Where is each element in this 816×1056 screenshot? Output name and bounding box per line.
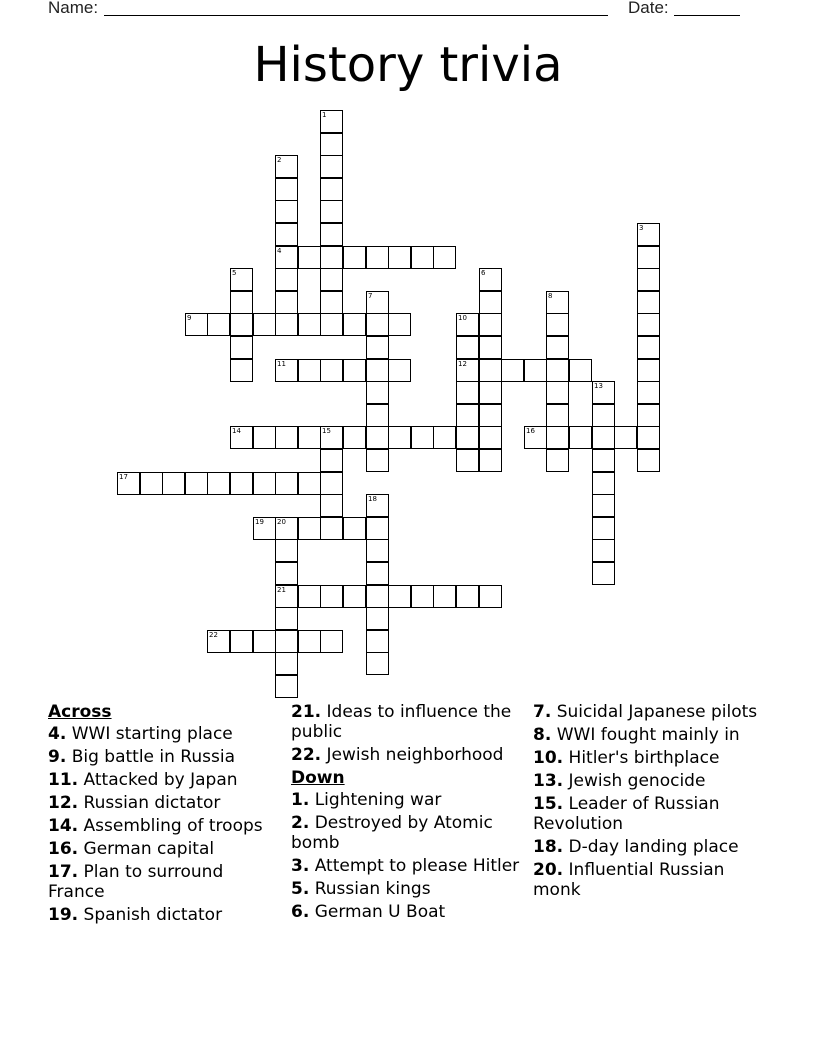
crossword-cell[interactable] (569, 426, 592, 449)
cell-number: 17 (119, 473, 128, 481)
crossword-cell[interactable] (320, 494, 343, 517)
across-heading: Across (48, 702, 112, 722)
crossword-cell[interactable] (366, 426, 389, 449)
crossword-cell[interactable] (366, 517, 389, 540)
cell-number: 8 (548, 292, 553, 300)
clue-down-18: 18. D-day landing place (533, 837, 739, 857)
crossword-cell[interactable] (275, 313, 298, 336)
crossword-cell[interactable] (253, 313, 276, 336)
crossword-cell[interactable] (456, 336, 479, 359)
crossword-cell[interactable] (366, 381, 389, 404)
crossword-cell[interactable] (456, 381, 479, 404)
crossword-cell[interactable] (320, 178, 343, 201)
clue-down-2: 2. Destroyed by Atomic bomb (291, 813, 493, 853)
crossword-cell[interactable] (637, 449, 660, 472)
cell-number: 6 (481, 269, 486, 277)
cell-number: 12 (458, 360, 467, 368)
crossword-cell[interactable] (546, 313, 569, 336)
crossword-cell[interactable] (320, 291, 343, 314)
crossword-cell[interactable] (637, 313, 660, 336)
crossword-cell[interactable] (320, 517, 343, 540)
crossword-cell[interactable] (366, 494, 389, 517)
crossword-cell[interactable] (343, 359, 366, 382)
cell-number: 15 (322, 427, 331, 435)
clue-down-10: 10. Hitler's birthplace (533, 748, 720, 768)
crossword-cell[interactable] (366, 630, 389, 653)
crossword-cell[interactable] (637, 404, 660, 427)
crossword-cell[interactable] (411, 426, 434, 449)
crossword-cell[interactable] (275, 291, 298, 314)
crossword-cell[interactable] (592, 472, 615, 495)
crossword-cell[interactable] (343, 585, 366, 608)
crossword-cell[interactable] (433, 585, 456, 608)
crossword-cell[interactable] (275, 585, 298, 608)
crossword-cell[interactable] (366, 585, 389, 608)
clue-down-5: 5. Russian kings (291, 879, 431, 899)
crossword-cell[interactable] (366, 562, 389, 585)
crossword-cell[interactable] (320, 110, 343, 133)
crossword-cell[interactable] (275, 155, 298, 178)
crossword-cell[interactable] (253, 426, 276, 449)
page-title: History trivia (253, 37, 563, 93)
crossword-cell[interactable] (479, 313, 502, 336)
crossword-cell[interactable] (456, 585, 479, 608)
crossword-cell[interactable] (230, 472, 253, 495)
clue-across-16: 16. German capital (48, 839, 215, 859)
crossword-cell[interactable] (366, 359, 389, 382)
crossword-cell[interactable] (388, 585, 411, 608)
crossword-cell[interactable] (479, 404, 502, 427)
crossword-cell[interactable] (343, 313, 366, 336)
cell-number: 11 (277, 360, 286, 368)
crossword-cell[interactable] (275, 630, 298, 653)
crossword-cell[interactable] (592, 426, 615, 449)
clue-across-11: 11. Attacked by Japan (48, 770, 238, 790)
crossword-cell[interactable] (411, 585, 434, 608)
crossword-cell[interactable] (479, 449, 502, 472)
clue-across-17: 17. Plan to surround France (48, 862, 224, 902)
crossword-cell[interactable] (546, 449, 569, 472)
crossword-cell[interactable] (456, 404, 479, 427)
crossword-cell[interactable] (230, 268, 253, 291)
clue-down-3: 3. Attempt to please Hitler (291, 856, 520, 876)
cell-number: 18 (368, 495, 377, 503)
crossword-cell[interactable] (546, 404, 569, 427)
crossword-cell[interactable] (207, 313, 230, 336)
crossword-cell[interactable] (320, 426, 343, 449)
clue-down-20: 20. Influential Russian monk (533, 860, 725, 900)
crossword-cell[interactable] (275, 359, 298, 382)
crossword-cell[interactable] (275, 178, 298, 201)
crossword-cell[interactable] (456, 359, 479, 382)
cell-number: 4 (277, 247, 282, 255)
crossword-cell[interactable] (275, 472, 298, 495)
cell-number: 20 (277, 518, 286, 526)
crossword-cell[interactable] (592, 494, 615, 517)
crossword-cell[interactable] (343, 517, 366, 540)
crossword-cell[interactable] (275, 517, 298, 540)
crossword-cell[interactable] (253, 517, 276, 540)
crossword-cell[interactable] (275, 268, 298, 291)
clues-column-2 (291, 702, 526, 925)
crossword-cell[interactable] (637, 291, 660, 314)
crossword-cell[interactable] (275, 652, 298, 675)
crossword-cell[interactable] (185, 313, 208, 336)
crossword-cell[interactable] (298, 585, 321, 608)
crossword-cell[interactable] (320, 133, 343, 156)
crossword-cell[interactable] (637, 223, 660, 246)
crossword-cell[interactable] (320, 223, 343, 246)
crossword-cell[interactable] (366, 404, 389, 427)
clues-column-1 (48, 702, 283, 928)
clue-down-6: 6. German U Boat (291, 902, 446, 922)
clue-across-22: 22. Jewish neighborhood (291, 745, 504, 765)
crossword-cell[interactable] (298, 359, 321, 382)
crossword-cell[interactable] (592, 449, 615, 472)
clue-down-1: 1. Lightening war (291, 790, 442, 810)
crossword-cell[interactable] (366, 336, 389, 359)
crossword-cell[interactable] (298, 246, 321, 269)
crossword-cell[interactable] (637, 246, 660, 269)
crossword-cell[interactable] (388, 426, 411, 449)
crossword-cell[interactable] (253, 630, 276, 653)
cell-number: 14 (232, 427, 241, 435)
crossword-cell[interactable] (366, 607, 389, 630)
cell-number: 10 (458, 314, 467, 322)
crossword-cell[interactable] (479, 426, 502, 449)
crossword-cell[interactable] (524, 359, 547, 382)
crossword-cell[interactable] (275, 223, 298, 246)
cell-number: 3 (639, 224, 644, 232)
crossword-cell[interactable] (343, 246, 366, 269)
crossword-cell[interactable] (320, 585, 343, 608)
clue-across-9: 9. Big battle in Russia (48, 747, 235, 767)
clue-down-7: 7. Suicidal Japanese pilots (533, 702, 758, 722)
crossword-cell[interactable] (637, 426, 660, 449)
crossword-cell[interactable] (207, 472, 230, 495)
crossword-cell[interactable] (230, 336, 253, 359)
crossword-cell[interactable] (275, 200, 298, 223)
crossword-cell[interactable] (320, 200, 343, 223)
crossword-cell[interactable] (637, 336, 660, 359)
crossword-cell[interactable] (479, 291, 502, 314)
crossword-cell[interactable] (366, 539, 389, 562)
crossword-cell[interactable] (253, 472, 276, 495)
crossword-cell[interactable] (592, 381, 615, 404)
cell-number: 9 (187, 314, 192, 322)
crossword-cell[interactable] (298, 630, 321, 653)
cell-number: 22 (209, 631, 218, 639)
crossword-cell[interactable] (275, 426, 298, 449)
crossword-cell[interactable] (230, 426, 253, 449)
cell-number: 16 (526, 427, 535, 435)
crossword-cell[interactable] (275, 607, 298, 630)
crossword-cell[interactable] (479, 585, 502, 608)
crossword-cell[interactable] (320, 472, 343, 495)
clues-column-3 (533, 702, 763, 903)
crossword-cell[interactable] (162, 472, 185, 495)
crossword-cell[interactable] (479, 359, 502, 382)
crossword-cell[interactable] (275, 539, 298, 562)
clue-across-4: 4. WWI starting place (48, 724, 233, 744)
crossword-cell[interactable] (546, 426, 569, 449)
crossword-cell[interactable] (366, 291, 389, 314)
crossword-cell[interactable] (433, 246, 456, 269)
crossword-cell[interactable] (320, 268, 343, 291)
clue-across-14: 14. Assembling of troops (48, 816, 263, 836)
clue-down-15: 15. Leader of Russian Revolution (533, 794, 720, 834)
crossword-cell[interactable] (320, 449, 343, 472)
crossword-cell[interactable] (456, 426, 479, 449)
crossword-cell[interactable] (140, 472, 163, 495)
cell-number: 1 (322, 111, 327, 119)
crossword-cell[interactable] (230, 291, 253, 314)
crossword-cell[interactable] (207, 630, 230, 653)
crossword-cell[interactable] (546, 336, 569, 359)
crossword-cell[interactable] (366, 313, 389, 336)
crossword-cell[interactable] (298, 426, 321, 449)
crossword-cell[interactable] (637, 381, 660, 404)
crossword-cell[interactable] (592, 562, 615, 585)
crossword-cell[interactable] (592, 517, 615, 540)
crossword-cell[interactable] (456, 313, 479, 336)
crossword-cell[interactable] (501, 359, 524, 382)
crossword-cell[interactable] (275, 246, 298, 269)
crossword-cell[interactable] (388, 246, 411, 269)
crossword-cell[interactable] (343, 426, 366, 449)
clue-down-8: 8. WWI fought mainly in (533, 725, 740, 745)
crossword-cell[interactable] (298, 472, 321, 495)
crossword-cell[interactable] (479, 336, 502, 359)
crossword-cell[interactable] (433, 426, 456, 449)
crossword-cell[interactable] (230, 630, 253, 653)
crossword-cell[interactable] (592, 539, 615, 562)
crossword-cell[interactable] (637, 359, 660, 382)
crossword-cell[interactable] (366, 449, 389, 472)
down-heading: Down (291, 768, 345, 788)
cell-number: 7 (368, 292, 373, 300)
cell-number: 13 (594, 382, 603, 390)
crossword-cell[interactable] (275, 675, 298, 698)
crossword-cell[interactable] (456, 449, 479, 472)
clue-across-12: 12. Russian dictator (48, 793, 221, 813)
crossword-cell[interactable] (298, 517, 321, 540)
crossword-cell[interactable] (320, 313, 343, 336)
crossword-cell[interactable] (637, 268, 660, 291)
crossword-cell[interactable] (411, 246, 434, 269)
crossword-cell[interactable] (479, 381, 502, 404)
clue-across-19: 19. Spanish dictator (48, 905, 223, 925)
name-label: Name: (48, 0, 99, 17)
crossword-cell[interactable] (320, 246, 343, 269)
cell-number: 2 (277, 156, 282, 164)
crossword-cell[interactable] (546, 359, 569, 382)
crossword-cell[interactable] (117, 472, 140, 495)
crossword-cell[interactable] (320, 359, 343, 382)
crossword-cell[interactable] (366, 652, 389, 675)
crossword-cell[interactable] (614, 426, 637, 449)
crossword-cell[interactable] (230, 313, 253, 336)
cell-number: 5 (232, 269, 237, 277)
crossword-cell[interactable] (592, 404, 615, 427)
cell-number: 21 (277, 586, 286, 594)
crossword-cell[interactable] (320, 155, 343, 178)
clue-across-21: 21. Ideas to influence the public (291, 702, 512, 742)
crossword-cell[interactable] (230, 359, 253, 382)
crossword-cell[interactable] (388, 359, 411, 382)
crossword-cell[interactable] (546, 381, 569, 404)
crossword-cell[interactable] (298, 313, 321, 336)
crossword-cell[interactable] (388, 313, 411, 336)
cell-number: 19 (255, 518, 264, 526)
crossword-cell[interactable] (366, 246, 389, 269)
crossword-cell[interactable] (479, 268, 502, 291)
crossword-cell[interactable] (524, 426, 547, 449)
clue-down-13: 13. Jewish genocide (533, 771, 706, 791)
crossword-cell[interactable] (569, 359, 592, 382)
crossword-cell[interactable] (320, 630, 343, 653)
crossword-cell[interactable] (275, 562, 298, 585)
crossword-cell[interactable] (185, 472, 208, 495)
date-label: Date: (628, 0, 669, 17)
crossword-cell[interactable] (546, 291, 569, 314)
